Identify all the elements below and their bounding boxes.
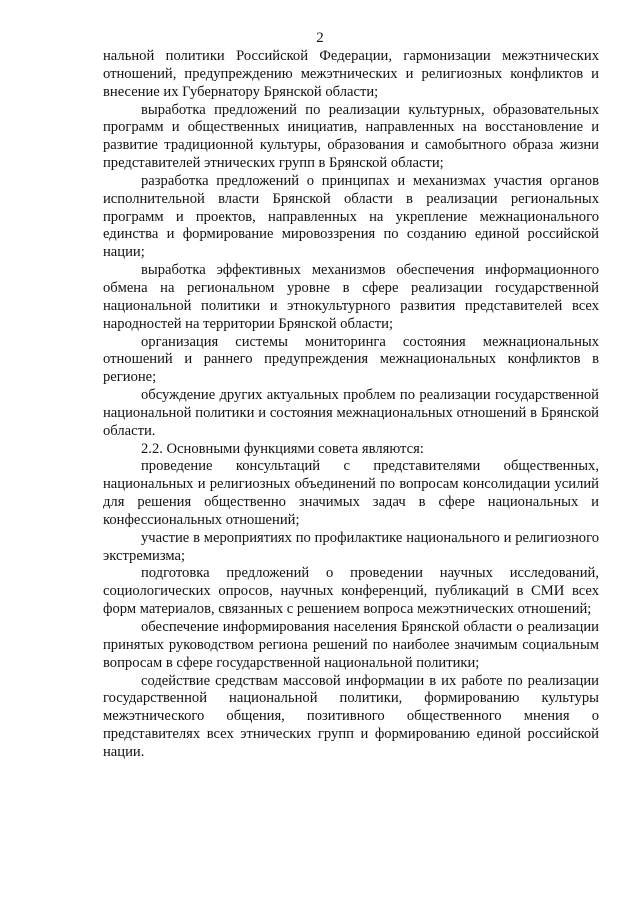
paragraph-extremism-prevention: участие в мероприятиях по профилактике национального и религиозного экстремизма; bbox=[103, 529, 599, 564]
paragraph-consultations: проведение консультаций с представителями общественных, национальных и религиозных объединений по вопросам консолидации усилий для решения общественно значимых задач в сфере национальных и конфессиональных отношений; bbox=[103, 458, 599, 528]
paragraph-monitoring-system: организация системы мониторинга состояния межнациональных отношений и раннего предупреждения межнациональных конфликтов в регионе; bbox=[103, 333, 599, 386]
paragraph-information-exchange: выработка эффективных механизмов обеспечения информационного обмена на региональном уровне в сфере реализации государственной национальной политики и этнокультурного развития представителей всех народностей на территории Брянской области; bbox=[103, 262, 599, 332]
paragraph-other-issues: обсуждение других актуальных проблем по реализации государственной национальной политики и состояния межнациональных отношений в Брянской области. bbox=[103, 387, 599, 439]
document-body bbox=[103, 48, 599, 762]
paragraph-research-proposals: подготовка предложений о проведении научных исследований, социологических опросов, научных конференций, публикаций в СМИ всех форм материалов, связанных с решением вопроса межэтнических отношений; bbox=[103, 565, 599, 618]
page-number: 2 bbox=[316, 30, 324, 46]
paragraph-cultural-programs: выработка предложений по реализации культурных, образовательных программ и общественных инициатив, направленных на восстановление и развитие традиционной культуры, образования и самобытного образа жизни представителей этнических групп в Брянской области; bbox=[103, 101, 599, 172]
paragraph-media-assistance: содействие средствам массовой информации в их работе по реализации государственной национальной политики, формированию культуры межэтнического общения, позитивного общественного мнения о представителях всех этнических групп и формированию единой российской нации. bbox=[103, 672, 599, 760]
paragraph-continuation: нальной политики Российской Федерации, гармонизации межэтнических отношений, предупреждению межэтнических и религиозных конфликтов и внесение их Губернатору Брянской области; bbox=[103, 48, 599, 100]
paragraph-executive-participation: разработка предложений о принципах и механизмах участия органов исполнительной власти Брянской области в реализации региональных программ и проектов, направленных на укрепление межнационального единства и формирование мировоззрения по созданию единой российской нации; bbox=[103, 172, 599, 261]
paragraph-public-informing: обеспечение информирования населения Брянской области о реализации принятых руководством региона решений по наиболее значимым социальным вопросам в сфере государственной национальной политики; bbox=[103, 619, 599, 671]
section-heading-functions: 2.2. Основными функциями совета являются: bbox=[141, 440, 424, 457]
